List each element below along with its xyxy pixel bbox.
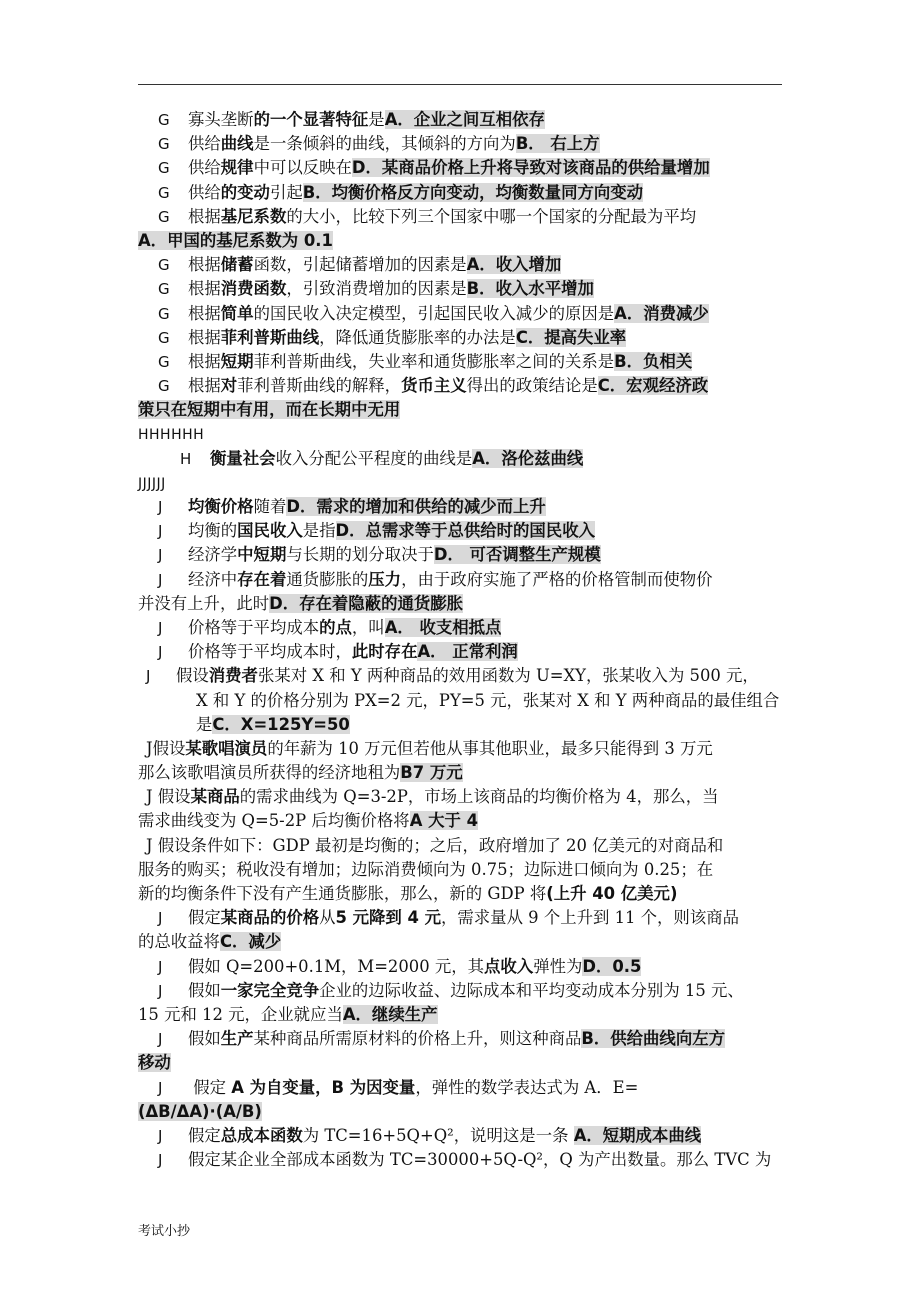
text-span: 假如: [188, 980, 221, 1000]
text-span: 点收入: [484, 956, 534, 976]
answer-highlight: D．存在着隐蔽的通货膨胀: [269, 593, 464, 613]
text-span: 的总收益将: [138, 932, 220, 952]
text-line: [138, 277, 790, 301]
answer-highlight: C．X=125Y=50: [212, 714, 350, 734]
text-span: 从: [319, 908, 336, 928]
text-span: 某种商品所需原材料的价格上升，则这种商品: [253, 1029, 582, 1049]
text-span: 并没有上升，此时: [138, 593, 270, 613]
text-span: 为 TC=16+5Q+Q²，说明这是一条: [302, 1125, 574, 1145]
text-span: 根据: [188, 327, 221, 347]
answer-highlight: B7 万元: [400, 763, 463, 783]
text-span: 简单: [220, 303, 254, 323]
text-line: [138, 1100, 790, 1124]
text-line: [138, 592, 790, 616]
text-span: ，引致消费增加的因素是: [286, 279, 467, 299]
answer-highlight: C．宏观经济政: [597, 376, 709, 396]
text-span: 根据: [188, 303, 221, 323]
text-span: 假如 Q=200+0.1M，M=2000 元，其: [188, 956, 485, 976]
text-line: [138, 519, 790, 543]
text-span: 总成本函数: [220, 1125, 303, 1145]
text-span: 得出的政策结论是: [466, 376, 598, 396]
text-line: [138, 568, 790, 592]
answer-highlight: D． 可否调整生产规模: [433, 545, 601, 565]
text-span: A 为自变量，B 为因变量: [231, 1077, 416, 1097]
text-line: [138, 1051, 790, 1075]
text-span: 15 元和 12 元，企业就应当: [138, 1004, 343, 1024]
header-rule: [138, 84, 782, 85]
text-span: ，降低通货膨胀率的办法是: [319, 327, 516, 347]
text-line: [138, 809, 790, 833]
text-span: 弹性为: [533, 956, 583, 976]
text-span: 均衡的: [188, 521, 238, 541]
text-span: 一家完全竞争: [220, 980, 320, 1000]
text-span: 函数，引起储蓄增加的因素是: [253, 255, 467, 275]
text-line: [138, 108, 790, 132]
index-letter: G: [158, 111, 170, 129]
text-line: [138, 737, 790, 761]
answer-highlight: B．收入水平增加: [466, 279, 594, 299]
text-span: 根据: [188, 279, 221, 299]
text-line: [138, 640, 790, 664]
index-letter: J: [158, 570, 163, 589]
text-line: [138, 616, 790, 640]
text-span: 假定某企业全部成本函数为 TC=30000+5Q-Q²，Q 为产出数量。那么 TVC 为: [188, 1150, 772, 1170]
text-line: [138, 713, 790, 737]
text-span: 是指: [302, 521, 336, 541]
index-letter: J: [158, 546, 163, 565]
text-span: 供给: [188, 158, 221, 178]
text-line: [138, 1027, 790, 1051]
text-span: 的变动: [220, 182, 270, 202]
text-span: 随着: [253, 497, 287, 516]
text-line: [138, 1003, 790, 1027]
text-line: [138, 930, 790, 954]
text-span: 生产: [220, 1029, 254, 1049]
text-span: 假设: [176, 666, 209, 686]
text-line: [138, 664, 790, 688]
text-line: [138, 205, 790, 229]
answer-highlight: (ΔB/ΔA)·(A/B): [138, 1101, 262, 1121]
text-line: [138, 253, 790, 277]
text-span: 规律: [220, 158, 254, 178]
text-span: 经济中: [188, 569, 238, 589]
text-span: 曲线: [220, 134, 254, 154]
text-line: [138, 229, 790, 253]
answer-highlight: B． 右上方: [515, 134, 600, 154]
text-line: [138, 374, 790, 398]
text-line: [138, 471, 790, 495]
text-span: 货币主义: [401, 376, 467, 396]
answer-highlight: A．继续生产: [342, 1004, 438, 1024]
index-letter: G: [158, 280, 170, 299]
text-line: [138, 422, 790, 446]
text-span: X 和 Y 的价格分别为 PX=2 元，PY=5 元，张某对 X 和 Y 两种商品的最佳组合: [196, 690, 780, 710]
text-span: 的一个显著特征: [253, 110, 369, 129]
text-span: 是一条倾斜的曲线，其倾斜的方向为: [253, 134, 516, 154]
answer-highlight: A．收入增加: [466, 255, 562, 275]
text-line: [138, 447, 790, 471]
text-line: [138, 906, 790, 930]
index-letter: G: [158, 135, 170, 154]
index-letter: J: [158, 618, 163, 637]
answer-highlight: C．减少: [219, 932, 282, 952]
answer-highlight: 移动: [138, 1053, 171, 1073]
page-footer: 考试小抄: [138, 1224, 191, 1239]
text-span: 消费函数: [220, 279, 287, 299]
index-letter: G: [158, 304, 170, 323]
document-body: [138, 108, 790, 1172]
text-span: 储蓄: [220, 255, 254, 275]
text-span: 的需求曲线为 Q=3-2P，市场上该商品的均衡价格为 4，那么，当: [239, 787, 719, 807]
index-letter: G: [158, 183, 170, 202]
text-span: 存在着: [237, 569, 287, 589]
text-span: 收入分配公平程度的曲线是: [275, 448, 473, 468]
text-span: 菲利普斯曲线: [220, 327, 320, 347]
text-line: [138, 858, 790, 882]
text-span: 企业的边际收益、边际成本和平均变动成本分别为 15 元、: [319, 980, 744, 1000]
text-span: ，叫: [351, 617, 385, 637]
text-line: [138, 350, 790, 374]
text-span: 根据: [188, 206, 221, 226]
index-letter: J: [158, 498, 163, 516]
answer-highlight: D．总需求等于总供给时的国民收入: [335, 521, 595, 541]
index-letter: J: [158, 1126, 163, 1145]
text-span: 基尼系数: [220, 206, 287, 226]
answer-highlight: 策只在短期中有用，而在长期中无用: [138, 400, 401, 420]
text-span: 菲利普斯曲线，失业率和通货膨胀率之间的关系是: [253, 351, 615, 371]
answer-highlight: A．短期成本曲线: [573, 1125, 702, 1145]
text-span: 通货膨胀的: [286, 569, 369, 589]
text-span: 消费者: [208, 666, 258, 686]
text-line: [138, 1148, 790, 1172]
index-letter: G: [158, 159, 170, 178]
text-span: 衡量社会: [210, 448, 276, 468]
answer-highlight: D．某商品价格上升将导致对该商品的供给量增加: [351, 158, 710, 178]
text-line: [138, 543, 790, 567]
text-line: [138, 834, 790, 858]
text-span: 某歌唱演员: [185, 738, 268, 758]
text-span: 根据: [188, 255, 221, 275]
text-line: [138, 156, 790, 180]
text-line: [138, 398, 790, 422]
text-span: 引起: [269, 182, 303, 202]
text-span: 对: [220, 376, 238, 396]
index-letter: G: [158, 328, 170, 347]
text-line: [138, 1124, 790, 1148]
text-span: 中可以反映在: [253, 158, 352, 178]
text-span: 的国民收入决定模型，引起国民收入减少的原因是: [253, 303, 615, 323]
index-letter: J: [158, 957, 163, 976]
text-line: [138, 302, 790, 326]
text-line: [138, 979, 790, 1003]
text-span: 假定: [188, 1125, 221, 1145]
answer-highlight: A． 收支相抵点: [384, 617, 502, 637]
text-span: 的点: [319, 617, 352, 637]
text-span: 的年薪为 10 万元但若他从事其他职业，最多只能得到 3 万元: [267, 738, 713, 758]
answer-highlight: A． 正常利润: [417, 642, 518, 662]
text-span: 价格等于平均成本时，: [188, 642, 352, 662]
text-line: [138, 785, 790, 809]
text-span: 短期: [220, 351, 254, 371]
text-span: 假定: [188, 908, 221, 928]
index-letter: G: [158, 256, 170, 275]
index-letter: J: [158, 1151, 163, 1170]
index-letter: J: [158, 643, 163, 662]
text-span: 价格等于平均成本: [188, 617, 320, 637]
text-span: 此时存在: [351, 642, 418, 662]
text-span: 是: [196, 714, 213, 734]
index-letter: J: [158, 1030, 163, 1049]
text-span: 假定: [188, 1077, 232, 1097]
answer-highlight: D．需求的增加和供给的减少而上升: [286, 497, 546, 516]
index-letter: G: [158, 207, 170, 226]
text-span: ，需求量从 9 个上升到 11 个，则该商品: [441, 908, 739, 928]
text-span: 寡头垄断: [188, 110, 254, 129]
text-span: ，由于政府实施了严格的价格管制而使物价: [401, 569, 713, 589]
text-span: 假设: [152, 738, 186, 758]
text-span: 经济学: [188, 545, 238, 565]
text-span: 张某对 X 和 Y 两种商品的效用函数为 U=XY，张某收入为 500 元，: [257, 666, 759, 686]
index-letter: J: [158, 981, 163, 1000]
index-letter: J: [146, 667, 151, 686]
text-span: 服务的购买；税收没有增加；边际消费倾向为 0.75；边际进口倾向为 0.25；在: [138, 859, 714, 879]
section-marker: HHHHHH: [138, 427, 205, 444]
text-span: 压力: [368, 569, 402, 589]
answer-highlight: B．供给曲线向左方: [581, 1029, 725, 1049]
index-letter: H: [180, 449, 192, 468]
text-span: (上升 40 亿美元): [546, 884, 678, 903]
text-line: [138, 132, 790, 156]
text-span: 新的均衡条件下没有产生通货膨胀，那么，新的 GDP 将: [138, 884, 547, 903]
text-line: [138, 181, 790, 205]
text-span: 均衡价格: [188, 497, 254, 516]
text-span: 那么该歌唱演员所获得的经济地租为: [138, 763, 401, 783]
text-line: [138, 761, 790, 785]
text-span: 根据: [188, 376, 221, 396]
answer-highlight: B．均衡价格反方向变动，均衡数量同方向变动: [302, 182, 644, 202]
text-span: 国民收入: [237, 521, 303, 541]
text-span: J 假设: [146, 787, 191, 807]
text-span: 供给: [188, 182, 221, 202]
text-line: [138, 1076, 790, 1100]
text-span: 某商品: [190, 787, 240, 807]
text-span: 中短期: [237, 545, 287, 565]
answer-highlight: D．0.5: [582, 956, 642, 976]
text-span: 菲利普斯曲线的解释，: [237, 376, 402, 396]
answer-highlight: B．负相关: [614, 351, 693, 371]
answer-highlight: A．企业之间互相依存: [384, 110, 545, 129]
section-marker: JJJJJJ: [138, 475, 166, 492]
text-line: [138, 326, 790, 350]
index-letter: G: [158, 377, 170, 396]
index-letter: J: [158, 522, 163, 541]
answer-highlight: A．甲国的基尼系数为 0.1: [138, 230, 333, 250]
text-span: 根据: [188, 351, 221, 371]
text-span: 需求曲线变为 Q=5-2P 后均衡价格将: [138, 811, 410, 831]
text-span: J 假设条件如下：GDP 最初是均衡的；之后，政府增加了 20 亿美元的对商品和: [146, 835, 724, 855]
text-span: 供给: [188, 134, 221, 154]
answer-highlight: A．洛伦兹曲线: [472, 448, 584, 468]
answer-highlight: A 大于 4: [409, 811, 478, 831]
text-line: [138, 955, 790, 979]
answer-highlight: A．消费减少: [614, 303, 709, 323]
text-span: 某商品的价格: [220, 908, 320, 928]
text-span: J: [146, 738, 153, 758]
index-letter: G: [158, 352, 170, 371]
text-span: 5 元降到 4 元: [335, 908, 442, 928]
answer-highlight: C．提高失业率: [515, 327, 627, 347]
text-span: ，弹性的数学表达式为 A．E=: [415, 1077, 639, 1097]
text-span: 是: [368, 110, 385, 129]
text-line: [138, 689, 790, 713]
text-span: 与长期的划分取决于: [286, 545, 434, 565]
text-span: 假如: [188, 1029, 221, 1049]
index-letter: J: [158, 909, 163, 928]
text-line: [138, 495, 790, 519]
text-line: [138, 882, 790, 906]
index-letter: J: [158, 1078, 163, 1097]
text-span: 的大小，比较下列三个国家中哪一个国家的分配最为平均: [286, 206, 697, 226]
